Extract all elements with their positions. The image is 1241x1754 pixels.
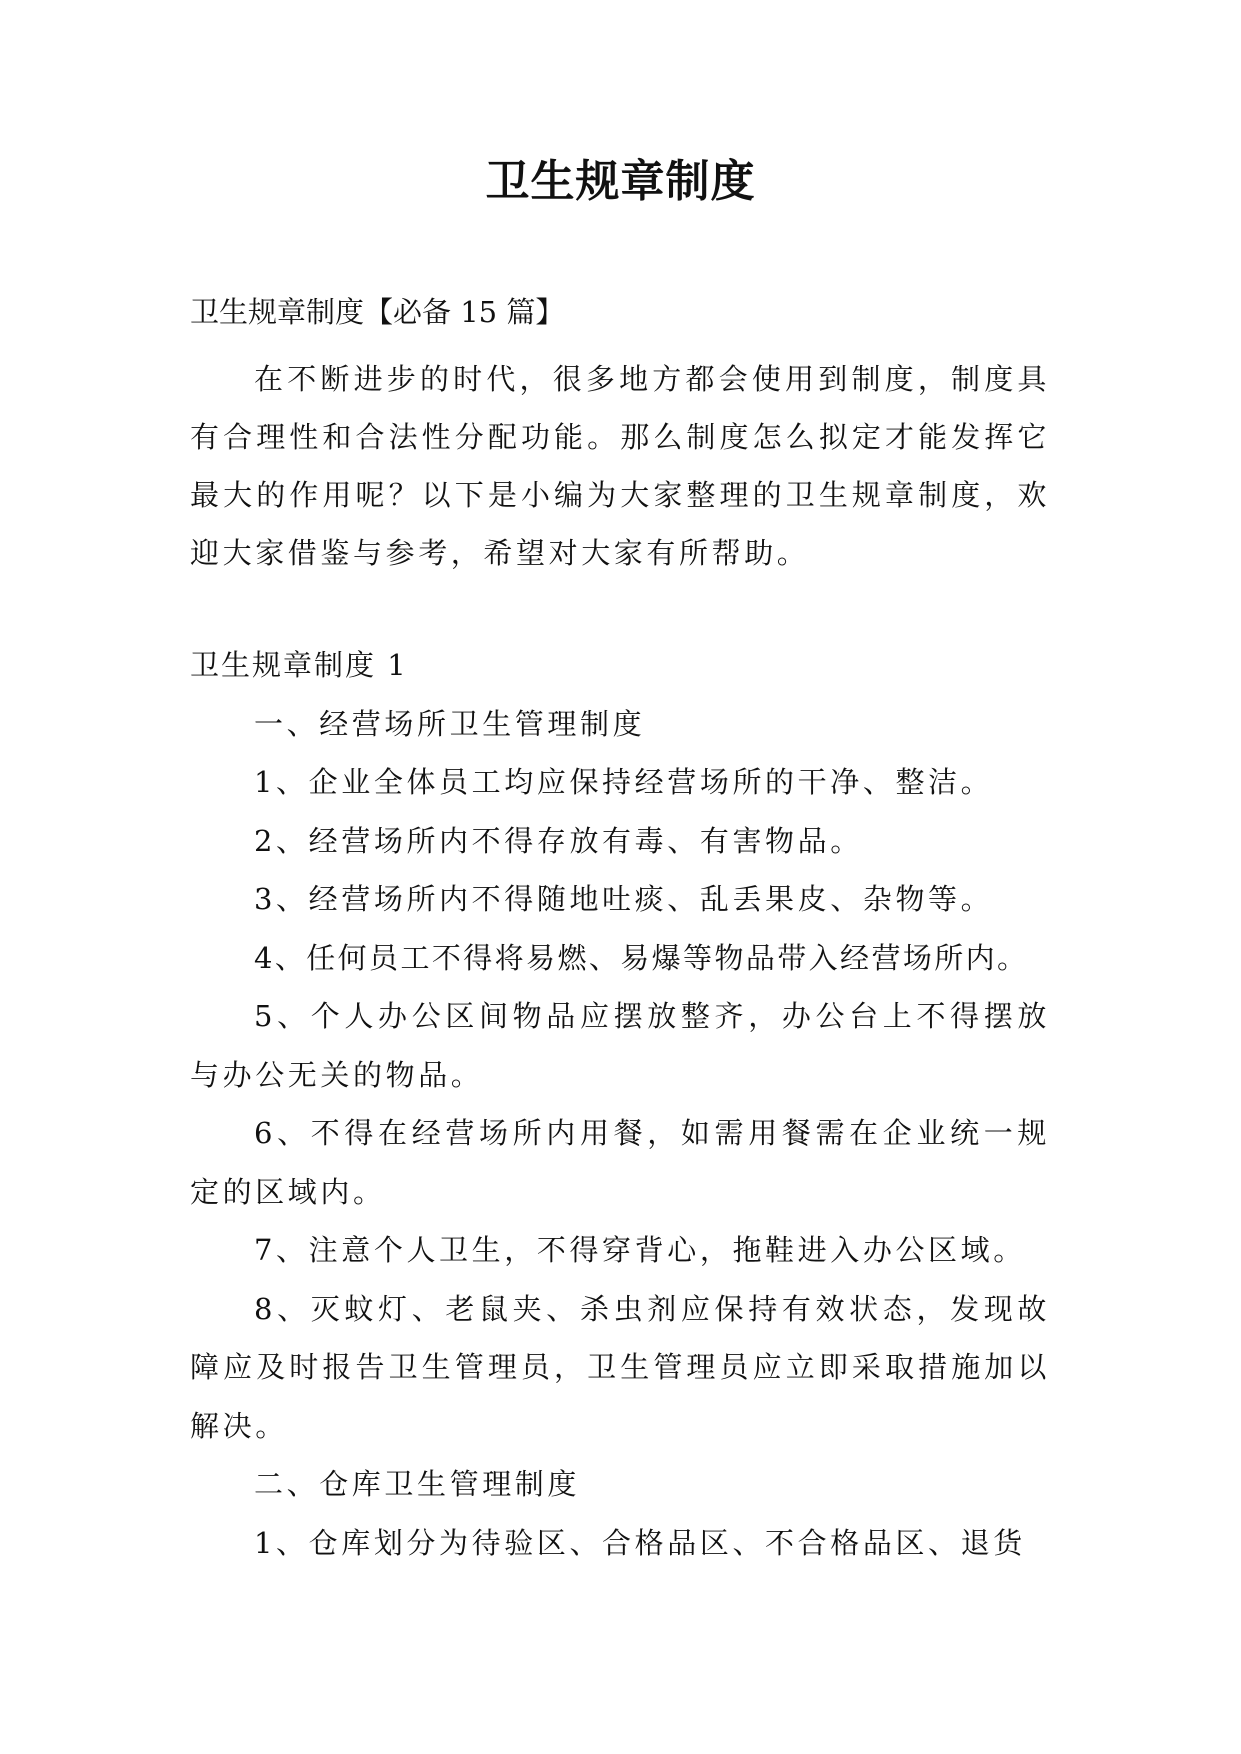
part-1-item-7: 7、注意个人卫生，不得穿背心，拖鞋进入办公区域。 (254, 1233, 1026, 1267)
part-1-item-1: 1、企业全体员工均应保持经营场所的干净、整洁。 (254, 765, 994, 799)
section-1-title: 卫生规章制度 1 (190, 648, 408, 682)
section-1 (190, 636, 1050, 1572)
document-title: 卫生规章制度 (485, 156, 756, 207)
part-2-item-1: 1、仓库划分为待验区、合格品区、不合格品区、退货 (254, 1525, 1026, 1560)
part-1-item-6: 6、不得在经营场所内用餐，如需用餐需在企业统一规定的区域内。 (190, 1116, 1050, 1209)
part-1-item-4: 4、任何员工不得将易燃、易爆等物品带入经营场所内。 (254, 940, 1029, 975)
part-1-item-8: 8、灭蚊灯、老鼠夹、杀虫剂应保持有效状态，发现故障应及时报告卫生管理员，卫生管理员应立即采取措施加以解决。 (190, 1291, 1050, 1443)
part-1-item-5: 5、个人办公区间物品应摆放整齐，办公台上不得摆放与办公无关的物品。 (190, 999, 1050, 1092)
document-subtitle: 卫生规章制度【必备 15 篇】 (190, 295, 565, 329)
intro-paragraph: 在不断进步的时代，很多地方都会使用到制度，制度具有合理性和合法性分配功能。那么制度怎么拟定才能发挥它最大的作用呢？以下是小编为大家整理的卫生规章制度，欢迎大家借鉴与参考，希望对大家有所帮助。 (190, 362, 1050, 570)
part-2-heading: 二、仓库卫生管理制度 (254, 1467, 581, 1501)
part-1-heading: 一、经营场所卫生管理制度 (254, 706, 646, 741)
part-1-item-3: 3、经营场所内不得随地吐痰、乱丢果皮、杂物等。 (254, 882, 994, 916)
part-1-item-2: 2、经营场所内不得存放有毒、有害物品。 (254, 823, 863, 858)
